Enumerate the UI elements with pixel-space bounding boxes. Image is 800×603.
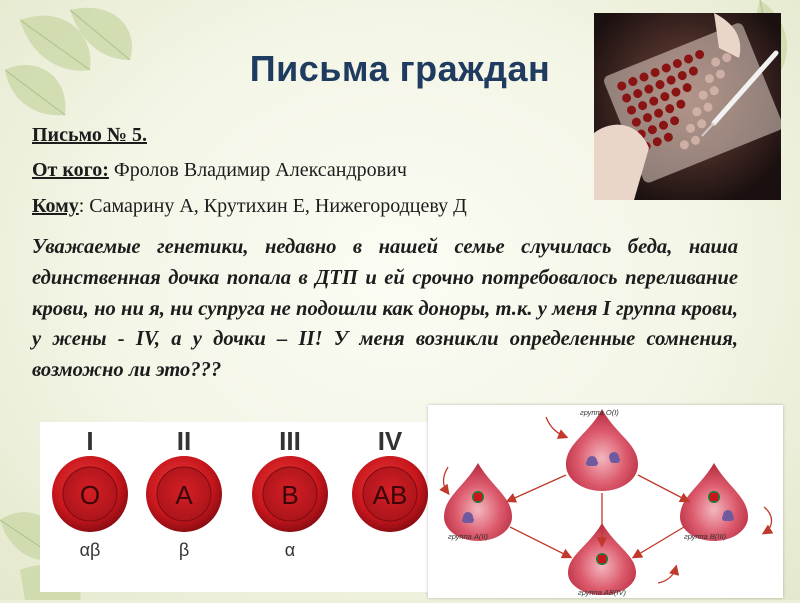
drop-group-b xyxy=(680,463,748,541)
antigen-label: O xyxy=(79,480,101,510)
blood-groups-panel xyxy=(40,422,452,592)
label-group-a: группа A(II) xyxy=(448,532,489,541)
group-numeral: IV xyxy=(377,426,403,456)
lab-plate-photo xyxy=(594,13,781,200)
antibody-label: α xyxy=(284,540,296,560)
letter-number-label: Письмо № 5. xyxy=(32,124,147,146)
to-value: : Самарину А, Крутихин Е, Нижегородцеву Д xyxy=(78,195,467,217)
label-group-ab: группа AB(IV) xyxy=(578,588,626,597)
blood-group-4 xyxy=(352,426,428,532)
antigen-label: B xyxy=(281,480,299,510)
letter-number xyxy=(32,124,147,147)
label-group-b: группа B(III) xyxy=(684,532,727,541)
blood-group-cells xyxy=(52,426,428,560)
group-numeral: II xyxy=(176,426,192,456)
antibody-label: β xyxy=(178,540,190,560)
group-numeral: III xyxy=(279,426,301,456)
blood-group-3 xyxy=(252,426,328,560)
group-numeral: I xyxy=(86,426,94,456)
letter-body xyxy=(32,232,738,386)
letter-text: Уважаемые генетики, недавно в нашей семье случилась беда, наша единственная дочка попала в ДТП и ей срочно потребовалось переливание крови, но ни я, ни супруга не подошли как доноры, т.к. у меня I группа крови, у жены - IV, а у дочки – II! У меня возникли определенные сомнения, возможно ли это??? xyxy=(32,236,738,382)
antigen-label: A xyxy=(175,480,193,510)
blood-group-1 xyxy=(52,426,128,560)
drop-group-o xyxy=(566,408,638,491)
from-label: От кого: xyxy=(32,159,109,181)
antigen-label: AB xyxy=(372,480,408,510)
blood-group-2 xyxy=(146,426,222,560)
to-line xyxy=(32,195,467,218)
from-value: Фролов Владимир Александрович xyxy=(108,159,407,181)
label-group-o: группа O(I) xyxy=(580,408,619,417)
from-line xyxy=(32,159,407,182)
antibody-label: αβ xyxy=(79,540,101,560)
page-title: Письма граждан xyxy=(249,48,551,89)
drop-group-a xyxy=(444,463,512,541)
to-label: Кому xyxy=(32,195,79,217)
transfusion-scheme xyxy=(428,405,783,598)
